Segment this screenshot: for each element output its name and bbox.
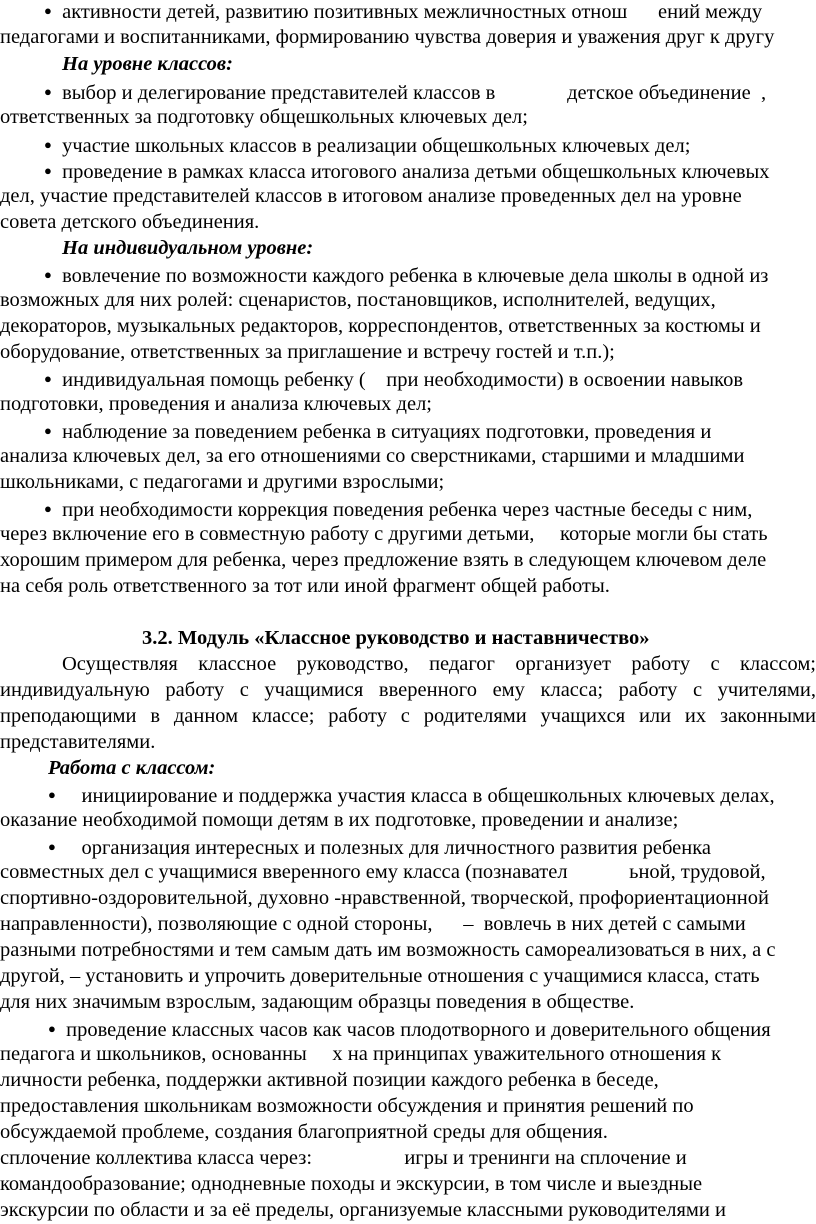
paragraph-text: личности ребенка, поддержки активной позиции каждого ребенка в беседе, xyxy=(0,1069,659,1091)
paragraph-text: инициирование и поддержка участия класса в общешкольных ключевых делах, xyxy=(81,785,775,807)
paragraph-text: спортивно-оздоровительной, духовно -нравственной, творческой, профориентационной xyxy=(0,887,769,909)
list-item xyxy=(44,261,816,290)
paragraph-text: представителями. xyxy=(0,731,156,753)
bullet-icon: ● xyxy=(44,137,52,152)
paragraph-text: возможных для них ролей: сценаристов, постановщиков, исполнителей, ведущих, xyxy=(0,289,716,311)
paragraph-text: ответственных за подготовку общешкольных ключевых дел; xyxy=(0,106,528,128)
paragraph-text: при необходимости коррекция поведения ребенка через частные беседы с ним, xyxy=(62,499,753,521)
paragraph-text: разными потребностями и тем самым дать им возможность самореализоваться в них, а с xyxy=(0,939,776,961)
section-heading: 3.2. Модуль «Классное руководство и наставничество» xyxy=(142,627,650,649)
bullet-icon: ● xyxy=(44,501,52,516)
list-item xyxy=(44,495,816,524)
paragraph-text: педагогами и воспитанниками, формированию чувства доверия и уважения друг к другу xyxy=(0,26,775,48)
paragraph-text: через включение его в совместную работу с другими детьми, которые могли бы стать xyxy=(0,523,768,545)
paragraph-text: экскурсии по области и за её пределы, организуемые классными руководителями и xyxy=(0,1199,726,1221)
list-item xyxy=(44,131,816,160)
list-item xyxy=(44,417,816,446)
paragraph-text: совместных дел с учащимися вверенного ему класса (познавател ьной, трудовой, xyxy=(0,861,766,883)
paragraph-text: оборудование, ответственных за приглашение и встречу гостей и т.п.); xyxy=(0,341,615,363)
paragraph-text: школьниками, с педагогами и другими взрослыми; xyxy=(0,471,445,493)
paragraph-text: наблюдение за поведением ребенка в ситуациях подготовки, проведения и xyxy=(62,421,712,443)
list-item xyxy=(44,0,816,26)
bullet-icon: ● xyxy=(48,787,56,802)
paragraph-text: проведение в рамках класса итогового анализа детьми общешкольных ключевых xyxy=(62,161,770,183)
paragraph-text: подготовки, проведения и анализа ключевых дел; xyxy=(0,393,433,415)
bullet-icon: ● xyxy=(44,423,52,438)
paragraph-text: другой, – установить и упрочить доверительные отношения с учащимися класса, стать xyxy=(0,965,760,987)
list-item xyxy=(44,365,816,394)
paragraph-text: выбор и делегирование представителей классов в детское объединение , xyxy=(62,82,767,104)
paragraph-text: участие школьных классов в реализации общешкольных ключевых дел; xyxy=(62,135,691,157)
list-item xyxy=(44,78,816,107)
paragraph-text: для них значимым взрослым, задающим образцы поведения в обществе. xyxy=(0,991,635,1013)
paragraph-text: анализа ключевых дел, за его отношениями со сверстниками, старшими и младшими xyxy=(0,445,745,467)
bullet-icon: ● xyxy=(44,84,52,99)
section-subheading: Работа с классом: xyxy=(48,757,216,779)
bullet-icon: ● xyxy=(44,267,52,282)
paragraph-text: организация интересных и полезных для личностного развития ребенка xyxy=(81,837,711,859)
paragraph-text: индивидуальная помощь ребенку ( при необходимости) в освоении навыков xyxy=(62,369,743,391)
list-item xyxy=(48,781,816,810)
paragraph-text: вовлечение по возможности каждого ребенка в ключевые дела школы в одной из xyxy=(62,265,769,287)
bullet-icon: ● xyxy=(44,163,52,178)
paragraph-text: предоставления школьникам возможности обсуждения и принятия решений по xyxy=(0,1095,694,1117)
paragraph-text: активности детей, развитию позитивных межличностных отнош ений между xyxy=(62,1,763,23)
section-subheading: На индивидуальном уровне: xyxy=(62,237,314,259)
list-item xyxy=(44,157,816,186)
paragraph-text: сплочение коллектива класса через: игры и тренинги на сплочение и xyxy=(0,1147,687,1169)
list-item xyxy=(48,1015,816,1044)
list-item xyxy=(48,833,816,862)
paragraph-text: хорошим примером для ребенка, через предложение взять в следующем ключевом деле xyxy=(0,549,767,571)
paragraph-text: совета детского объединения. xyxy=(0,211,260,233)
bullet-icon: ● xyxy=(48,1021,56,1036)
bullet-icon: ● xyxy=(48,839,56,854)
paragraph-text: декораторов, музыкальных редакторов, корреспондентов, ответственных за костюмы и xyxy=(0,315,761,337)
paragraph-text: обсуждаемой проблеме, создания благоприятной среды для общения. xyxy=(0,1121,608,1143)
paragraph-text: педагога и школьников, основанны х на принципах уважительного отношения к xyxy=(0,1043,722,1065)
paragraph-text: преподающими в данном классе; работу с родителями учащихся или их законными xyxy=(0,705,816,727)
paragraph-text: оказание необходимой помощи детям в их подготовке, проведении и анализе; xyxy=(0,809,679,831)
section-subheading: На уровне классов: xyxy=(62,53,233,75)
paragraph-text: индивидуальную работу с учащимися вверенного ему класса; работу с учителями, xyxy=(0,679,816,701)
paragraph-text: командообразование; однодневные походы и экскурсии, в том числе и выездные xyxy=(0,1173,703,1195)
paragraph-text: направленности), позволяющие с одной стороны, – вовлечь в них детей с самыми xyxy=(0,913,746,935)
paragraph-text: на себя роль ответственного за тот или иной фрагмент общей работы. xyxy=(0,575,610,597)
bullet-icon: ● xyxy=(44,371,52,386)
paragraph-text: дел, участие представителей классов в итоговом анализе проведенных дел на уровне xyxy=(0,185,742,207)
paragraph-text: Осуществляя классное руководство, педагог организует работу с классом; xyxy=(62,653,816,675)
bullet-icon: ● xyxy=(44,3,52,18)
paragraph-text: проведение классных часов как часов плодотворного и доверительного общения xyxy=(66,1019,771,1041)
